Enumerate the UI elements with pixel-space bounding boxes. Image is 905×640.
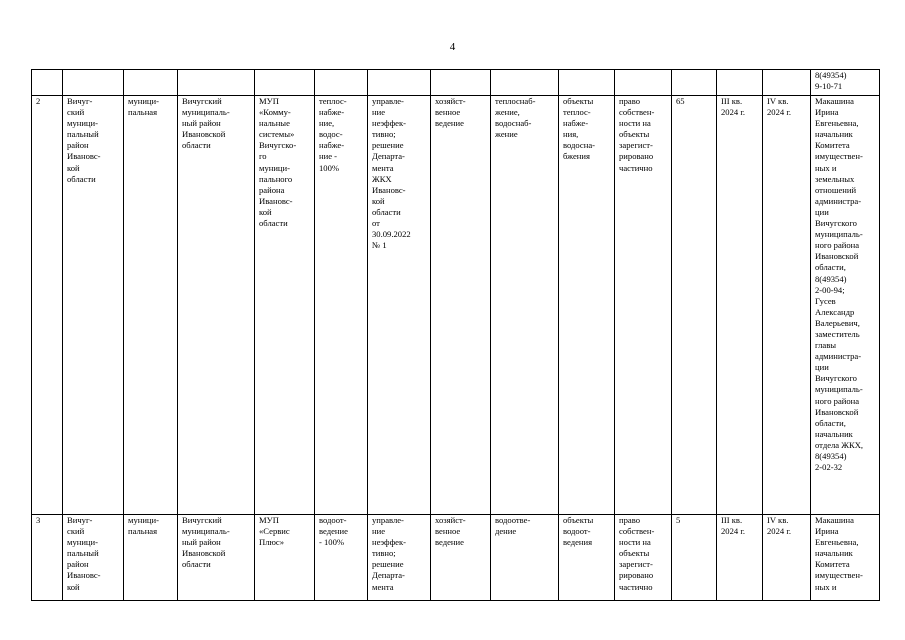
table-cell: [491, 515, 559, 601]
service-type: водоотве- дение: [495, 515, 531, 537]
table-cell: [255, 96, 315, 515]
count-value: 65: [676, 96, 685, 106]
table-cell: [811, 96, 880, 515]
responsible-contacts: Макашина Ирина Евгеньевна, начальник Комитета имуществен- ных и земельных отношений администра- ции Вичугского муниципаль- ного района Ивановской области, 8(49354) 2-00-94; Гусев Александр Валерьевич, заместитель главы администра- ции Вичугского муниципаль- ного района Ивановской области, начальник отдела ЖКХ, 8(49354) 2-02-32: [815, 96, 864, 473]
registration-status: право собствен- ности на объекты зарегист- рировано частично: [619, 515, 655, 592]
page-number: 4: [449, 41, 456, 53]
table-cell: [615, 515, 672, 601]
table-cell: [315, 96, 368, 515]
table-cell: [559, 515, 615, 601]
table-cell: [178, 70, 255, 96]
table-cell-number: [32, 515, 63, 601]
table-cell: [178, 96, 255, 515]
table-cell: [672, 515, 717, 601]
table-cell: [368, 70, 431, 96]
table-cell: [124, 96, 178, 515]
table-cell: [763, 515, 811, 601]
table-cell: [63, 96, 124, 515]
table-cell: [63, 70, 124, 96]
property-right: хозяйст- венное ведение: [435, 96, 466, 129]
start-period: III кв. 2024 г.: [721, 96, 746, 118]
table-row: [32, 96, 880, 515]
activity-share: теплос- набже- ние, водос- набже- ние - 100%: [319, 96, 347, 173]
table-cell: [315, 515, 368, 601]
privatization-table: [31, 69, 880, 601]
table-cell: [32, 70, 63, 96]
table-cell: [315, 70, 368, 96]
table-cell: [431, 96, 491, 515]
row-number: 3: [36, 515, 41, 525]
objects: объекты водоот- ведения: [563, 515, 594, 548]
table-cell: [559, 70, 615, 96]
owner: Вичугский муниципаль- ный район Ивановской области: [182, 96, 230, 151]
table-cell: [763, 96, 811, 515]
municipality: Вичуг- ский муници- пальный район Ивановс- кой области: [67, 96, 101, 184]
table-cell: [368, 96, 431, 515]
table-cell: [491, 70, 559, 96]
municipality: Вичуг- ский муници- пальный район Ивановс- кой: [67, 515, 101, 592]
table-row: [32, 515, 880, 601]
table-cell: [559, 96, 615, 515]
table-cell: [717, 515, 763, 601]
table-cell: [255, 70, 315, 96]
ownership-form: муници- пальная: [128, 515, 159, 537]
table-cell: [491, 96, 559, 515]
owner: Вичугский муниципаль- ный район Ивановской области: [182, 515, 230, 570]
table-cell: [255, 515, 315, 601]
table-cell: [431, 515, 491, 601]
table-cell: [615, 70, 672, 96]
table-cell: [124, 515, 178, 601]
table-cell: [717, 70, 763, 96]
table-cell: [615, 96, 672, 515]
table-cell: [763, 70, 811, 96]
start-period: III кв. 2024 г.: [721, 515, 746, 537]
row-number: 2: [36, 96, 41, 106]
property-right: хозяйст- венное ведение: [435, 515, 466, 548]
table-cell: [124, 70, 178, 96]
table-cell: [811, 70, 880, 96]
enterprise-name: МУП «Сервис Плюс»: [259, 515, 290, 548]
table-row-continuation: [32, 70, 880, 96]
objects: объекты теплос- набже- ния, водосна- бжения: [563, 96, 596, 162]
contact-text: 8(49354) 9-10-71: [815, 70, 847, 92]
table-cell: [63, 515, 124, 601]
end-period: IV кв. 2024 г.: [767, 96, 792, 118]
table-cell: [811, 515, 880, 601]
table-cell: [717, 96, 763, 515]
enterprise-name: МУП «Комму- нальные системы» Вичугско- го муници- пального района Ивановс- кой области: [259, 96, 297, 229]
management-assessment: управле- ние неэффек- тивно; решение Департа- мента: [372, 515, 406, 592]
table-cell: [178, 515, 255, 601]
table-cell: [672, 70, 717, 96]
table-cell: [431, 70, 491, 96]
activity-share: водоот- ведение - 100%: [319, 515, 348, 548]
table-cell-number: [32, 96, 63, 515]
end-period: IV кв. 2024 г.: [767, 515, 792, 537]
count-value: 5: [676, 515, 681, 525]
table-cell: [672, 96, 717, 515]
registration-status: право собствен- ности на объекты зарегист- рировано частично: [619, 96, 655, 173]
table-cell: [368, 515, 431, 601]
management-assessment: управле- ние неэффек- тивно; решение Департа- мента ЖКХ Ивановс- кой области от 30.09.2022 № 1: [372, 96, 411, 251]
service-type: теплоснаб- жение, водоснаб- жение: [495, 96, 536, 140]
responsible-contacts: Макашина Ирина Евгеньевна, начальник Комитета имуществен- ных и: [815, 515, 863, 592]
ownership-form: муници- пальная: [128, 96, 159, 118]
